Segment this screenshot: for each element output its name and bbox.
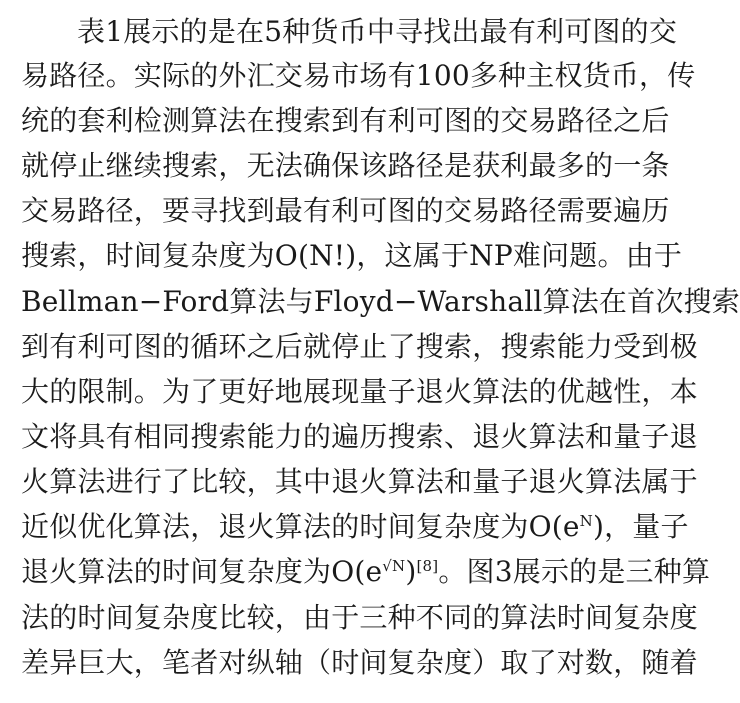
text-line-10: 文将具有相同搜索能力的遍历搜索、退火算法和量子退 — [21, 420, 698, 453]
text-line-13-close: ) — [405, 555, 417, 588]
citation-8: [8] — [416, 557, 439, 575]
text-line-2: 易路径。实际的外汇交易市场有100多种主权货币，传 — [21, 59, 696, 92]
text-line-12-tail: )，量子 — [592, 510, 689, 543]
text-line-15: 差异巨大，笔者对纵轴（时间复杂度）取了对数，随着 — [21, 646, 698, 679]
text-line-5: 交易路径，要寻找到最有利可图的交易路径需要遍历 — [21, 194, 670, 227]
text-line-6: 搜索，时间复杂度为O(N!)，这属于NP难问题。由于 — [21, 239, 683, 272]
text-line-3: 统的套利检测算法在搜索到有利可图的交易路径之后 — [21, 104, 670, 137]
text-line-14: 法的时间复杂度比较，由于三种不同的算法时间复杂度 — [21, 601, 698, 634]
text-line-1: 表1展示的是在5种货币中寻找出最有利可图的交 — [77, 15, 678, 48]
text-line-9: 大的限制。为了更好地展现量子退火算法的优越性，本 — [21, 375, 698, 408]
text-line-13-head: 退火算法的时间复杂度为O(e — [21, 555, 383, 588]
text-line-7: Bellman−Ford算法与Floyd−Warshall算法在首次搜索 — [21, 285, 740, 318]
text-line-4: 就停止继续搜索，无法确保该路径是获利最多的一条 — [21, 149, 670, 182]
exponent-n: N — [579, 512, 593, 530]
text-line-13-tail: 。图3展示的是三种算 — [438, 555, 711, 588]
text-line-8: 到有利可图的循环之后就停止了搜索，搜索能力受到极 — [21, 330, 698, 363]
text-line-12 — [21, 501, 689, 552]
text-line-12-head: 近似优化算法，退火算法的时间复杂度为O(e — [21, 510, 580, 543]
text-line-11: 火算法进行了比较，其中退火算法和量子退火算法属于 — [21, 465, 698, 498]
exponent-sqrt-n: √N — [382, 557, 406, 575]
text-line-13 — [21, 546, 711, 597]
